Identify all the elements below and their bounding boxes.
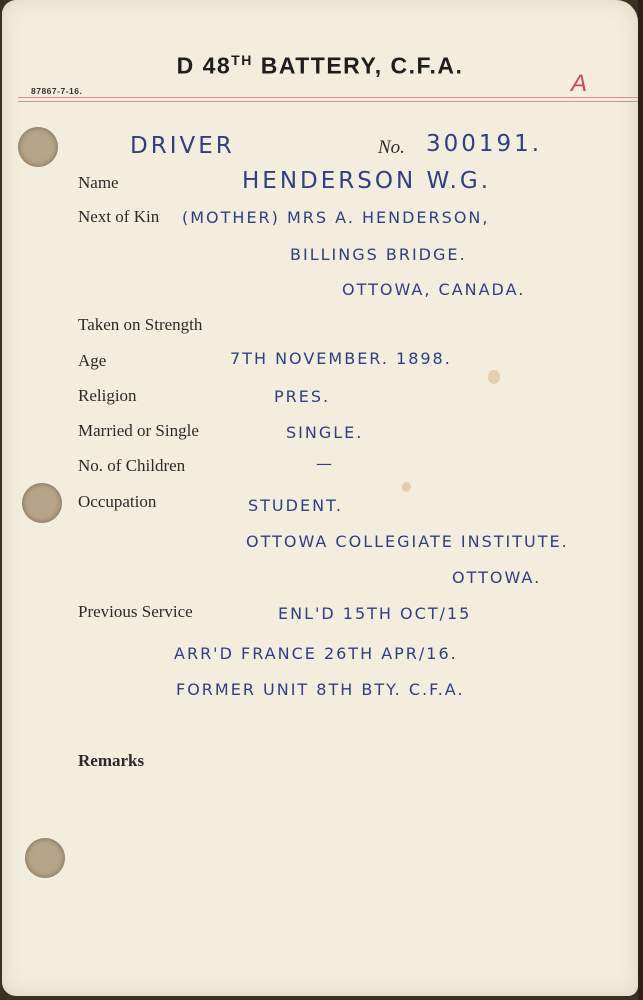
previous-service-line: ENL'D 15TH OCT/15: [278, 604, 472, 623]
taken-on-strength-label: Taken on Strength: [78, 315, 203, 334]
form-code: 87867-7-16.: [31, 86, 83, 96]
age-label: Age: [78, 351, 107, 370]
punch-hole: [18, 127, 58, 167]
married-or-single-label: Married or Single: [78, 421, 199, 440]
religion-value: PRES.: [274, 387, 331, 406]
religion-label: Religion: [78, 386, 137, 405]
age-value: 7TH NOVEMBER. 1898.: [230, 349, 452, 368]
header-rule: [18, 101, 638, 102]
married-or-single-value: SINGLE.: [286, 423, 364, 442]
punch-hole: [25, 838, 65, 878]
corner-mark: A: [571, 70, 588, 97]
next-of-kin-label: Next of Kin: [78, 207, 160, 226]
stain: [402, 482, 411, 492]
punch-hole: [22, 483, 62, 523]
service-record-card: [2, 0, 638, 996]
children-label: No. of Children: [78, 456, 186, 475]
previous-service-line: FORMER UNIT 8TH BTY. C.F.A.: [176, 680, 465, 699]
children-value: —: [316, 454, 334, 473]
next-of-kin-line: OTTOWA, CANADA.: [342, 280, 526, 299]
card-edge-shadow: [638, 0, 643, 1000]
rank-value: DRIVER: [130, 133, 235, 159]
stain: [488, 370, 500, 384]
remarks-label: Remarks: [78, 751, 145, 770]
number-value: 300191.: [426, 131, 543, 157]
occupation-line: OTTOWA COLLEGIATE INSTITUTE.: [246, 532, 569, 551]
number-label: No.: [378, 137, 405, 158]
card-title: D 48TH BATTERY, C.F.A.: [176, 52, 464, 79]
occupation-line: STUDENT.: [248, 496, 343, 515]
occupation-label: Occupation: [78, 492, 157, 511]
occupation-line: OTTOWA.: [452, 568, 542, 587]
previous-service-line: ARR'D FRANCE 26TH APR/16.: [174, 644, 458, 663]
next-of-kin-line: (MOTHER) MRS A. HENDERSON,: [182, 208, 490, 227]
next-of-kin-line: BILLINGS BRIDGE.: [290, 245, 467, 264]
previous-service-label: Previous Service: [78, 602, 193, 621]
header-rule: [18, 97, 638, 98]
name-label: Name: [78, 173, 119, 192]
name-value: HENDERSON W.G.: [242, 168, 492, 194]
